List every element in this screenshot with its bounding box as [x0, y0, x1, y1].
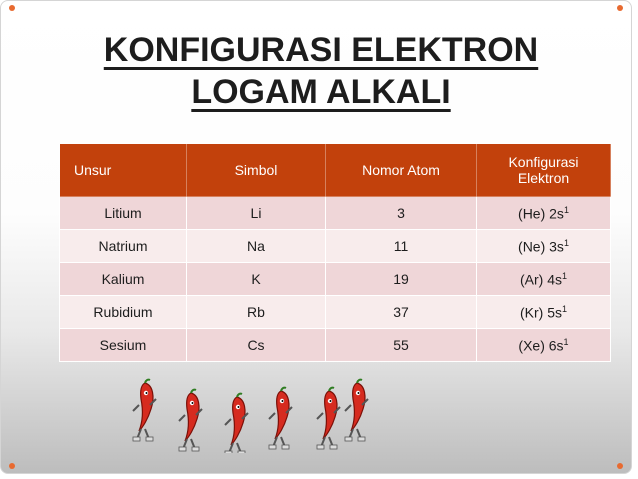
chili-icon: [269, 388, 292, 449]
cell-nomor-atom: 55: [326, 329, 477, 362]
chili-decoration: [129, 373, 389, 453]
table-row: [60, 296, 611, 329]
cell-simbol: Li: [187, 197, 326, 230]
corner-dot: [617, 5, 623, 11]
cell-konfigurasi: [477, 197, 611, 230]
table-row: [60, 197, 611, 230]
cell-nomor-atom: 11: [326, 230, 477, 263]
cell-nomor-atom: 37: [326, 296, 477, 329]
cell-simbol: Cs: [187, 329, 326, 362]
chili-icon: [345, 380, 368, 441]
config-superscript: 1: [561, 270, 567, 281]
cell-unsur: Rubidium: [60, 296, 187, 329]
chili-icon: [179, 390, 202, 451]
corner-dot: [617, 463, 623, 469]
alkali-table: [59, 143, 611, 362]
table-header-row: [60, 144, 611, 197]
cell-unsur: Sesium: [60, 329, 187, 362]
cell-konfigurasi: [477, 230, 611, 263]
config-superscript: 1: [563, 237, 569, 248]
corner-dot: [9, 463, 15, 469]
header-nomor-atom: Nomor Atom: [326, 144, 477, 197]
cell-nomor-atom: 19: [326, 263, 477, 296]
config-superscript: 1: [563, 204, 569, 215]
config-core: (Ar) 4s: [519, 271, 562, 288]
header-konfigurasi: Konfigurasi Elektron: [477, 144, 611, 197]
corner-dot: [9, 5, 15, 11]
chili-icon: [133, 380, 156, 441]
table-row: [60, 230, 611, 263]
table-row: [60, 329, 611, 362]
config-superscript: 1: [563, 336, 569, 347]
table-body: [60, 197, 611, 362]
title-line-2: LOGAM ALKALI: [191, 73, 451, 111]
slide-title: [61, 29, 581, 113]
config-core: (Xe) 6s: [518, 337, 564, 354]
cell-unsur: Litium: [60, 197, 187, 230]
chili-icon: [225, 394, 248, 453]
title-line-1: KONFIGURASI ELEKTRON: [103, 31, 539, 69]
cell-konfigurasi: [477, 296, 611, 329]
cell-konfigurasi: [477, 329, 611, 362]
config-core: (Ne) 3s: [518, 238, 564, 255]
chili-icon: [317, 388, 340, 449]
table-row: [60, 263, 611, 296]
cell-simbol: Na: [187, 230, 326, 263]
config-core: (Kr) 5s: [519, 304, 562, 321]
header-unsur: Unsur: [60, 144, 187, 197]
cell-konfigurasi: [477, 263, 611, 296]
config-core: (He) 2s: [518, 205, 564, 222]
cell-nomor-atom: 3: [326, 197, 477, 230]
cell-unsur: Kalium: [60, 263, 187, 296]
cell-simbol: K: [187, 263, 326, 296]
cell-simbol: Rb: [187, 296, 326, 329]
config-superscript: 1: [561, 303, 567, 314]
header-simbol: Simbol: [187, 144, 326, 197]
cell-unsur: Natrium: [60, 230, 187, 263]
